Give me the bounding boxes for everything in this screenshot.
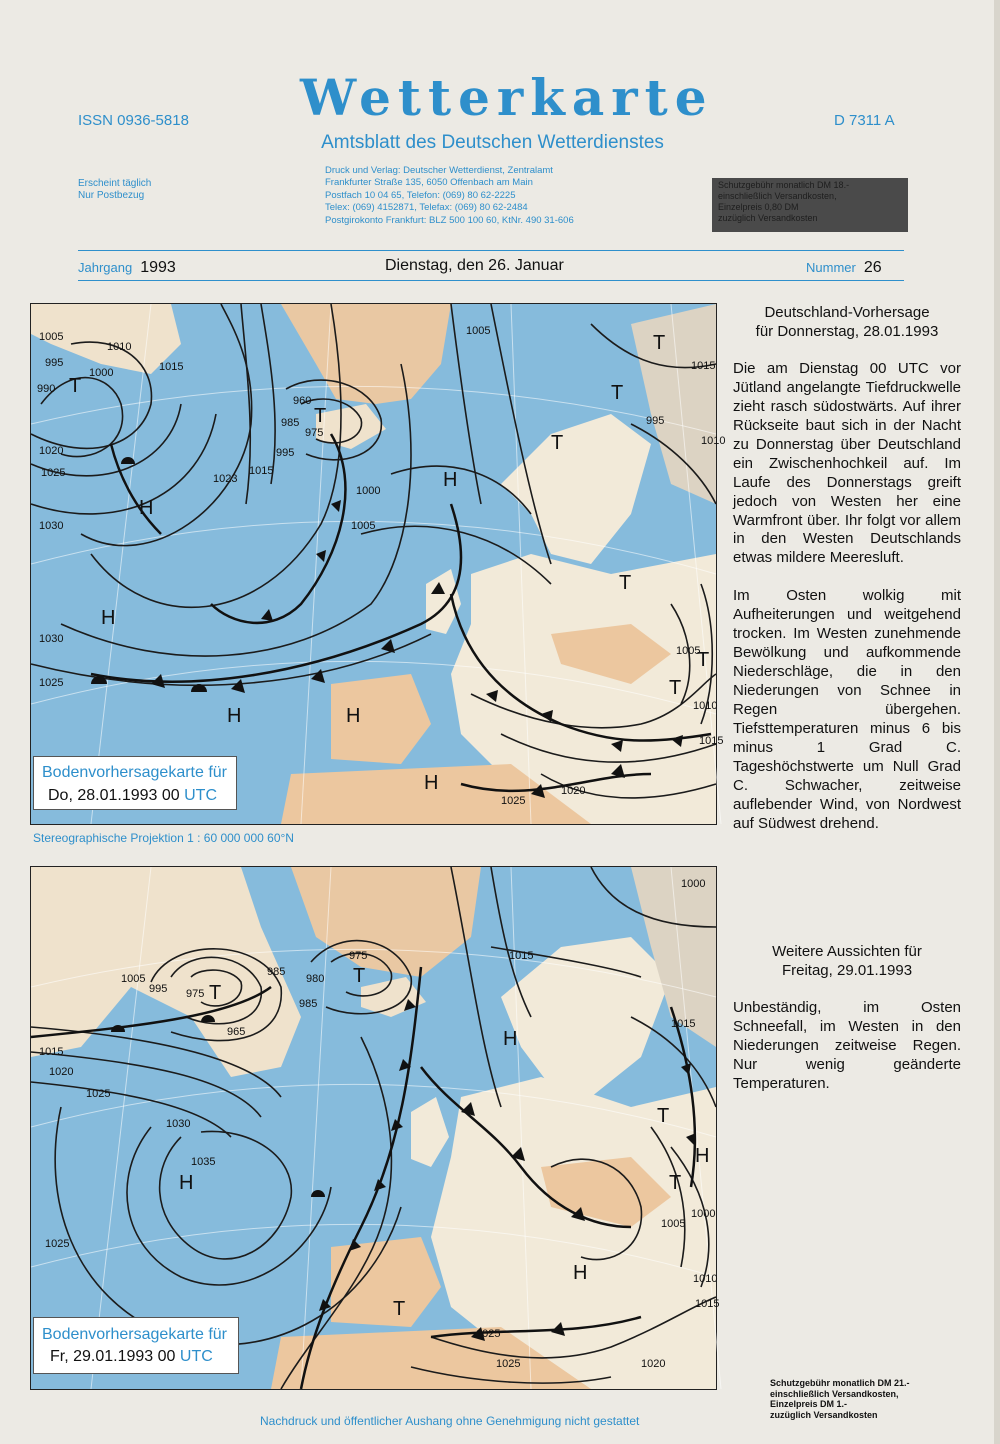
isobar-label: 965 xyxy=(227,1026,246,1038)
isobar-label: 1025 xyxy=(45,1238,70,1250)
pressure-center-low: T xyxy=(393,1298,406,1320)
pressure-center-low: T xyxy=(551,432,564,454)
isobar-label: 1025 xyxy=(476,1328,501,1340)
issn-number: ISSN 0936-5818 xyxy=(78,112,189,129)
reprint-notice: Nachdruck und öffentlicher Aushang ohne Genehmigung nicht gestattet xyxy=(260,1414,640,1428)
forecast-heading xyxy=(733,304,961,342)
land-iberia xyxy=(331,1237,441,1327)
projection-note: Stereographische Projektion 1 : 60 000 000 60°N xyxy=(33,831,294,845)
publisher-info xyxy=(325,165,574,227)
pressure-center-low: T xyxy=(697,649,710,671)
volume-year: 1993 xyxy=(140,259,176,276)
isobar-label: 995 xyxy=(45,357,64,369)
header-rule-top xyxy=(78,250,904,251)
publisher-line: Telex: (069) 4152871, Telefax: (069) 80 62-2484 xyxy=(325,202,528,214)
isobar-label: 1000 xyxy=(89,367,114,379)
pressure-center-low: T xyxy=(209,982,222,1004)
publisher-line: Postgirokonto Frankfurt: BLZ 500 100 60, KtNr. 490 31-606 xyxy=(325,214,574,226)
pressure-center-high: H xyxy=(424,772,439,794)
publisher-line: Frankfurter Straße 135, 6050 Offenbach am Main xyxy=(325,177,533,189)
isobar-label: 1000 xyxy=(356,485,381,497)
publication-note-line: Erscheint täglich xyxy=(78,178,152,189)
isobar-label: 1015 xyxy=(159,361,184,373)
fee-line: zuzüglich Versandkosten xyxy=(718,213,818,223)
map1-caption-line1: Bodenvorhersagekarte für xyxy=(42,764,227,781)
land-britain xyxy=(411,1097,449,1167)
isobar-label: 1005 xyxy=(466,325,491,337)
pressure-center-low: T xyxy=(314,405,327,427)
publisher-line: Druck und Verlag: Deutscher Wetterdienst, Zentralamt xyxy=(325,165,553,176)
pressure-center-high: H xyxy=(695,1145,710,1167)
isobar-label: 1005 xyxy=(676,645,701,657)
land-greenland xyxy=(281,304,451,404)
pressure-center-low: T xyxy=(69,375,82,397)
isobar-label: 995 xyxy=(149,983,168,995)
fee-note-line: zuzüglich Versandkosten xyxy=(770,1409,878,1420)
fee-note-bottom xyxy=(770,1378,910,1420)
fee-note-line: einschließlich Versandkosten, xyxy=(770,1388,899,1399)
masthead-subtitle: Amtsblatt des Deutschen Wetterdienstes xyxy=(321,132,664,153)
pressure-center-high: H xyxy=(503,1028,518,1050)
isobar-label: 1030 xyxy=(39,520,64,532)
isobar-label: 1015 xyxy=(691,360,716,372)
forecast-heading-line: für Donnerstag, 28.01.1993 xyxy=(755,322,939,340)
map2-caption-utc: UTC xyxy=(179,1348,213,1365)
isobar-label: 1015 xyxy=(699,735,724,747)
publication-note xyxy=(78,178,151,202)
forecast-column xyxy=(733,304,961,834)
map2-caption xyxy=(33,1317,239,1374)
isobar-label: 1005 xyxy=(39,331,64,343)
isobar-label: 1035 xyxy=(191,1156,216,1168)
isobar-label: 1015 xyxy=(39,1046,64,1058)
isobar-label: 995 xyxy=(276,447,295,459)
map2-caption-line2 xyxy=(50,1348,213,1366)
isobar-label: 1005 xyxy=(121,973,146,985)
issue-number-label xyxy=(806,259,882,277)
isobar-label: 1015 xyxy=(509,950,534,962)
isobar-label: 975 xyxy=(349,950,368,962)
issue-date: Dienstag, den 26. Januar xyxy=(385,257,564,274)
pressure-center-high: H xyxy=(139,497,154,519)
isobar-label: 1025 xyxy=(501,795,526,807)
isobar-label: 975 xyxy=(186,988,205,1000)
isobar-label: 975 xyxy=(305,427,324,439)
isobar-label: 1005 xyxy=(661,1218,686,1230)
isobar-label: 1010 xyxy=(693,1273,718,1285)
isobar-label: 1010 xyxy=(107,341,132,353)
isobar-label: 1000 xyxy=(681,878,706,890)
isobar-label: 1005 xyxy=(351,520,376,532)
pressure-center-high: H xyxy=(179,1172,194,1194)
publication-note-line: Nur Postbezug xyxy=(78,190,145,201)
map2-caption-line1: Bodenvorhersagekarte für xyxy=(42,1326,227,1343)
isobar-label: 985 xyxy=(267,966,286,978)
isobar-label: 1010 xyxy=(693,700,718,712)
pressure-center-low: T xyxy=(669,1172,682,1194)
isobar-label: 1015 xyxy=(671,1018,696,1030)
isobar-label: 1015 xyxy=(695,1298,720,1310)
isobar-label: 1025 xyxy=(496,1358,521,1370)
outlook-heading xyxy=(733,943,961,981)
map2-svg xyxy=(31,867,720,1389)
pressure-center-low: T xyxy=(653,332,666,354)
isobar-label: 980 xyxy=(306,973,325,985)
isobar-label: 1020 xyxy=(49,1066,74,1078)
pressure-center-high: H xyxy=(573,1262,588,1284)
volume-label xyxy=(78,259,176,277)
masthead-title: Wetterkarte xyxy=(300,68,714,127)
outlook-heading-line: Weitere Aussichten für xyxy=(772,943,922,960)
map1-caption xyxy=(33,756,237,810)
postal-code: D 7311 A xyxy=(834,112,895,129)
isobar-label: 1020 xyxy=(39,445,64,457)
pressure-center-high: H xyxy=(346,705,361,727)
pressure-center-low: T xyxy=(657,1105,670,1127)
pressure-center-high: H xyxy=(443,469,458,491)
pressure-center-low: T xyxy=(669,677,682,699)
publisher-line: Postfach 10 04 65, Telefon: (069) 80 62-2225 xyxy=(325,189,516,201)
pressure-center-low: T xyxy=(611,382,624,404)
isobar-label: 1020 xyxy=(641,1358,666,1370)
forecast-heading-line: Deutschland-Vorhersage xyxy=(764,304,930,321)
map1-caption-utc: UTC xyxy=(184,787,218,804)
forecast-map-friday xyxy=(30,866,720,1390)
header-rule-bottom xyxy=(78,280,904,281)
fee-box-redacted xyxy=(712,178,908,232)
isobar-label: 1025 xyxy=(86,1088,111,1100)
isobar-label: 1015 xyxy=(249,465,274,477)
fee-line: einschließlich Versandkosten, xyxy=(718,191,837,201)
forecast-map-thursday xyxy=(30,303,726,825)
isobar-label: 1030 xyxy=(39,633,64,645)
fee-line: Schutzgebühr monatlich DM 18.- xyxy=(718,180,850,190)
page-edge xyxy=(994,0,1000,1444)
fee-note-line: Schutzgebühr monatlich DM 21.- xyxy=(770,1378,910,1388)
pressure-center-low: T xyxy=(353,965,366,987)
isobar-label: 1025 xyxy=(39,677,64,689)
pressure-center-high: H xyxy=(101,607,116,629)
outlook-column xyxy=(733,943,961,1094)
isobar-label: 1025 xyxy=(41,467,66,479)
volume-label-text: Jahrgang xyxy=(78,260,133,275)
fee-note-line: Einzelpreis DM 1.- xyxy=(770,1399,848,1409)
outlook-heading-line: Freitag, 29.01.1993 xyxy=(781,961,913,979)
isobar-label: 990 xyxy=(37,383,56,395)
isobar-label: 1000 xyxy=(691,1208,716,1220)
map2-caption-date: Fr, 29.01.1993 00 xyxy=(50,1348,176,1365)
isobar-label: 985 xyxy=(299,998,318,1010)
issue-number-text: Nummer xyxy=(806,260,856,275)
land-britain xyxy=(426,569,461,634)
isobar-label: 960 xyxy=(293,395,312,407)
isobar-label: 1030 xyxy=(166,1118,191,1130)
isobar-label: 1020 xyxy=(561,785,586,797)
map1-svg xyxy=(31,304,726,824)
fee-line: Einzelpreis 0,80 DM xyxy=(718,202,799,212)
pressure-center-high: H xyxy=(227,705,242,727)
isobar-label: 1023 xyxy=(213,473,238,485)
outlook-paragraph: Unbeständig, im Osten Schneefall, im Westen in den Niederungen zeitweise Regen. Nur wenig geänderte Temperaturen. xyxy=(733,998,961,1092)
isobar-label: 995 xyxy=(646,415,665,427)
land-greenland xyxy=(291,867,481,977)
forecast-paragraph: Im Osten wolkig mit Aufheiterungen und weitgehend trocken. Im Westen zunehmende Bewölkung und aufkommende Niederschläge, die in den Niederungen von Schnee in Regen übergehen. Tiefsttemperaturen minus 6 bis minus 1 Grad C. Tageshöchstwerte um Null Grad C. Schwacher, zeitweise auflebender Wind, von Nordwest auf Südwest drehend. xyxy=(733,587,961,832)
isobar-label: 1010 xyxy=(701,435,726,447)
map1-caption-line2 xyxy=(48,787,217,805)
isobar-label: 985 xyxy=(281,417,300,429)
forecast-paragraph: Die am Dienstag 00 UTC vor Jütland angelangte Tiefdruckwelle zieht rasch südostwärts. Auf ihrer Rückseite baut sich in der Nacht zu Donnerstag über Deutschland ein Zwischenhochkeil auf. Im Laufe des Donnerstags greift jedoch von Westen her eine Warmfront über. Ihr folgt vor allem in den Westen Deutschlands etwas mildere Meeresluft. xyxy=(733,359,961,567)
map1-caption-date: Do, 28.01.1993 00 xyxy=(48,787,180,804)
pressure-center-low: T xyxy=(619,572,632,594)
issue-number: 26 xyxy=(863,259,882,276)
